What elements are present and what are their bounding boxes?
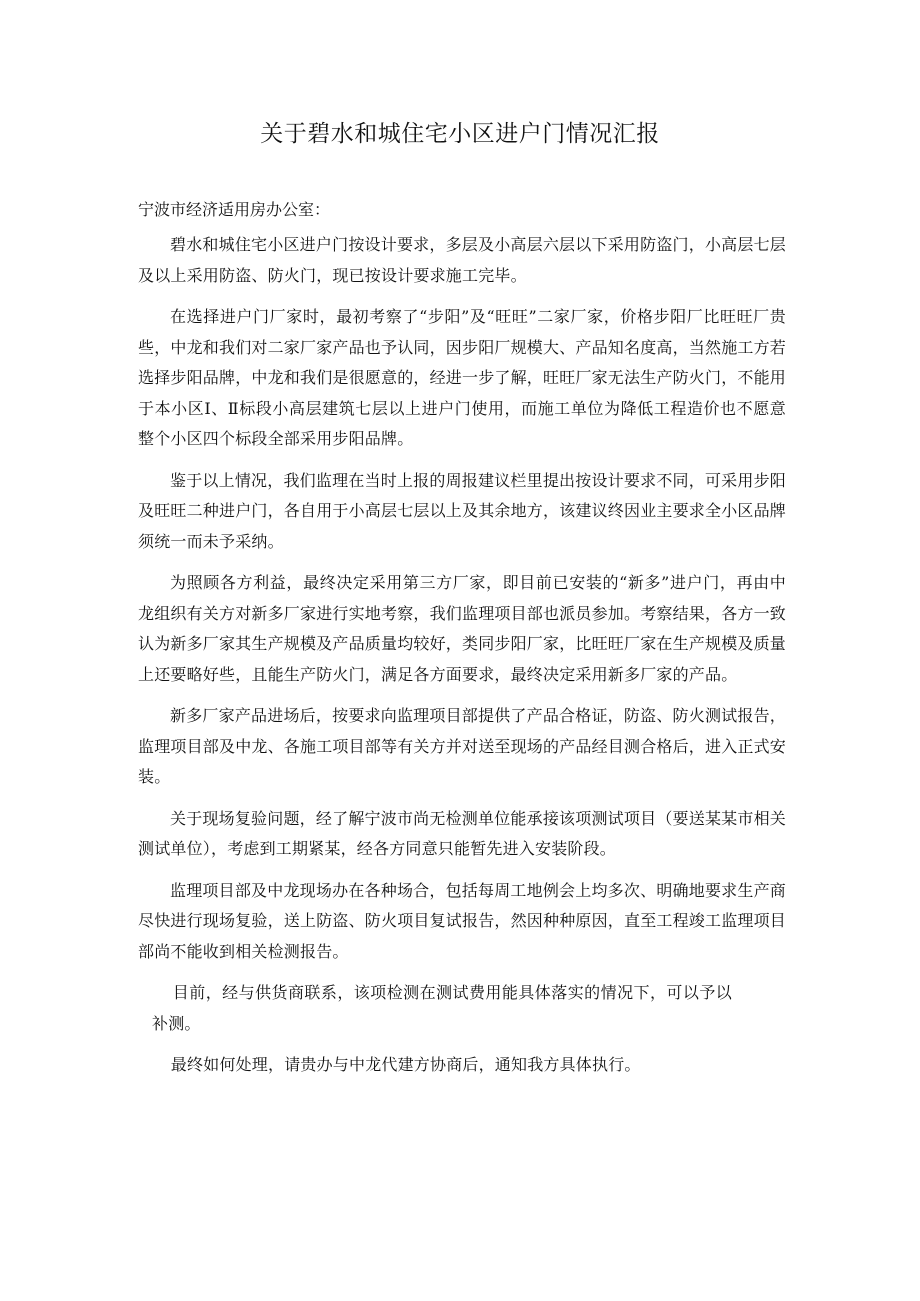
- document-title: 关于碧水和城住宅小区进户门情况汇报: [260, 121, 660, 147]
- document-body: [138, 230, 786, 1092]
- paragraph-retest-requests: 监理项目部及中龙现场办在各种场合，包括每周工地例会上均多次、明确地要求生产商尽快进行现场复验，送上防盗、防火项目复试报告，然因种种原因，直至工程竣工监理项目部尚不能收到相关检测报告。: [138, 880, 787, 961]
- paragraph-closing: 最终如何处理，请贵办与中龙代建方协商后，通知我方具体执行。: [170, 1055, 641, 1074]
- paragraph-retest-issue: 关于现场复验问题，经了解宁波市尚无检测单位能承接该项测试项目（要送某某市相关测试单位），考虑到工期紧某，经各方同意只能暂先进入安装阶段。: [138, 808, 786, 858]
- paragraph-vendor-selection: 在选择进户门厂家时，最初考察了“步阳”及“旺旺”二家厂家，价格步阳厂比旺旺厂贵些，中龙和我们对二家厂家产品也予认同，因步阳厂规模大、产品知名度高，当然施工方若选择步阳品牌，中龙和我们是很愿意的，经进一步了解，旺旺厂家无法生产防火门，不能用于本小区Ⅰ、Ⅱ标段小高层建筑七层以上进户门使用，而施工单位为降低工程造价也不愿意整个小区四个标段全部采用步阳品牌。: [138, 307, 787, 448]
- paragraph-supervision-advice: 鉴于以上情况，我们监理在当时上报的周报建议栏里提出按设计要求不同，可采用步阳及旺旺二种进户门，各自用于小高层七层以上及其余地方，该建议终因业主要求全小区品牌须统一而未予采纳。: [138, 470, 787, 551]
- paragraph-installation: 新多厂家产品进场后，按要求向监理项目部提供了产品合格证，防盗、防火测试报告，监理项目部及中龙、各施工项目部等有关方并对送至现场的产品经目测合格后，进入正式安装。: [138, 706, 787, 786]
- salutation: 宁波市经济适用房办公室：: [138, 200, 331, 219]
- paragraph-current-status: 目前，经与供货商联系，该项检测在测试费用能具体落实的情况下，可以予以补测。: [152, 983, 732, 1033]
- paragraph-door-spec: 碧水和城住宅小区进户门按设计要求，多层及小高层六层以下采用防盗门，小高层七层及以上采用防盗、防火门，现已按设计要求施工完毕。: [138, 235, 786, 285]
- paragraph-third-party-vendor: 为照顾各方利益，最终决定采用第三方厂家，即目前已安装的“新多”进户门，再由中龙组织有关方对新多厂家进行实地考察，我们监理项目部也派员参加。考察结果，各方一致认为新多厂家其生产规模及产品质量均较好，类同步阳厂家，比旺旺厂家在生产规模及质量上还要略好些，且能生产防火门，满足各方面要求，最终决定采用新多厂家的产品。: [138, 573, 787, 684]
